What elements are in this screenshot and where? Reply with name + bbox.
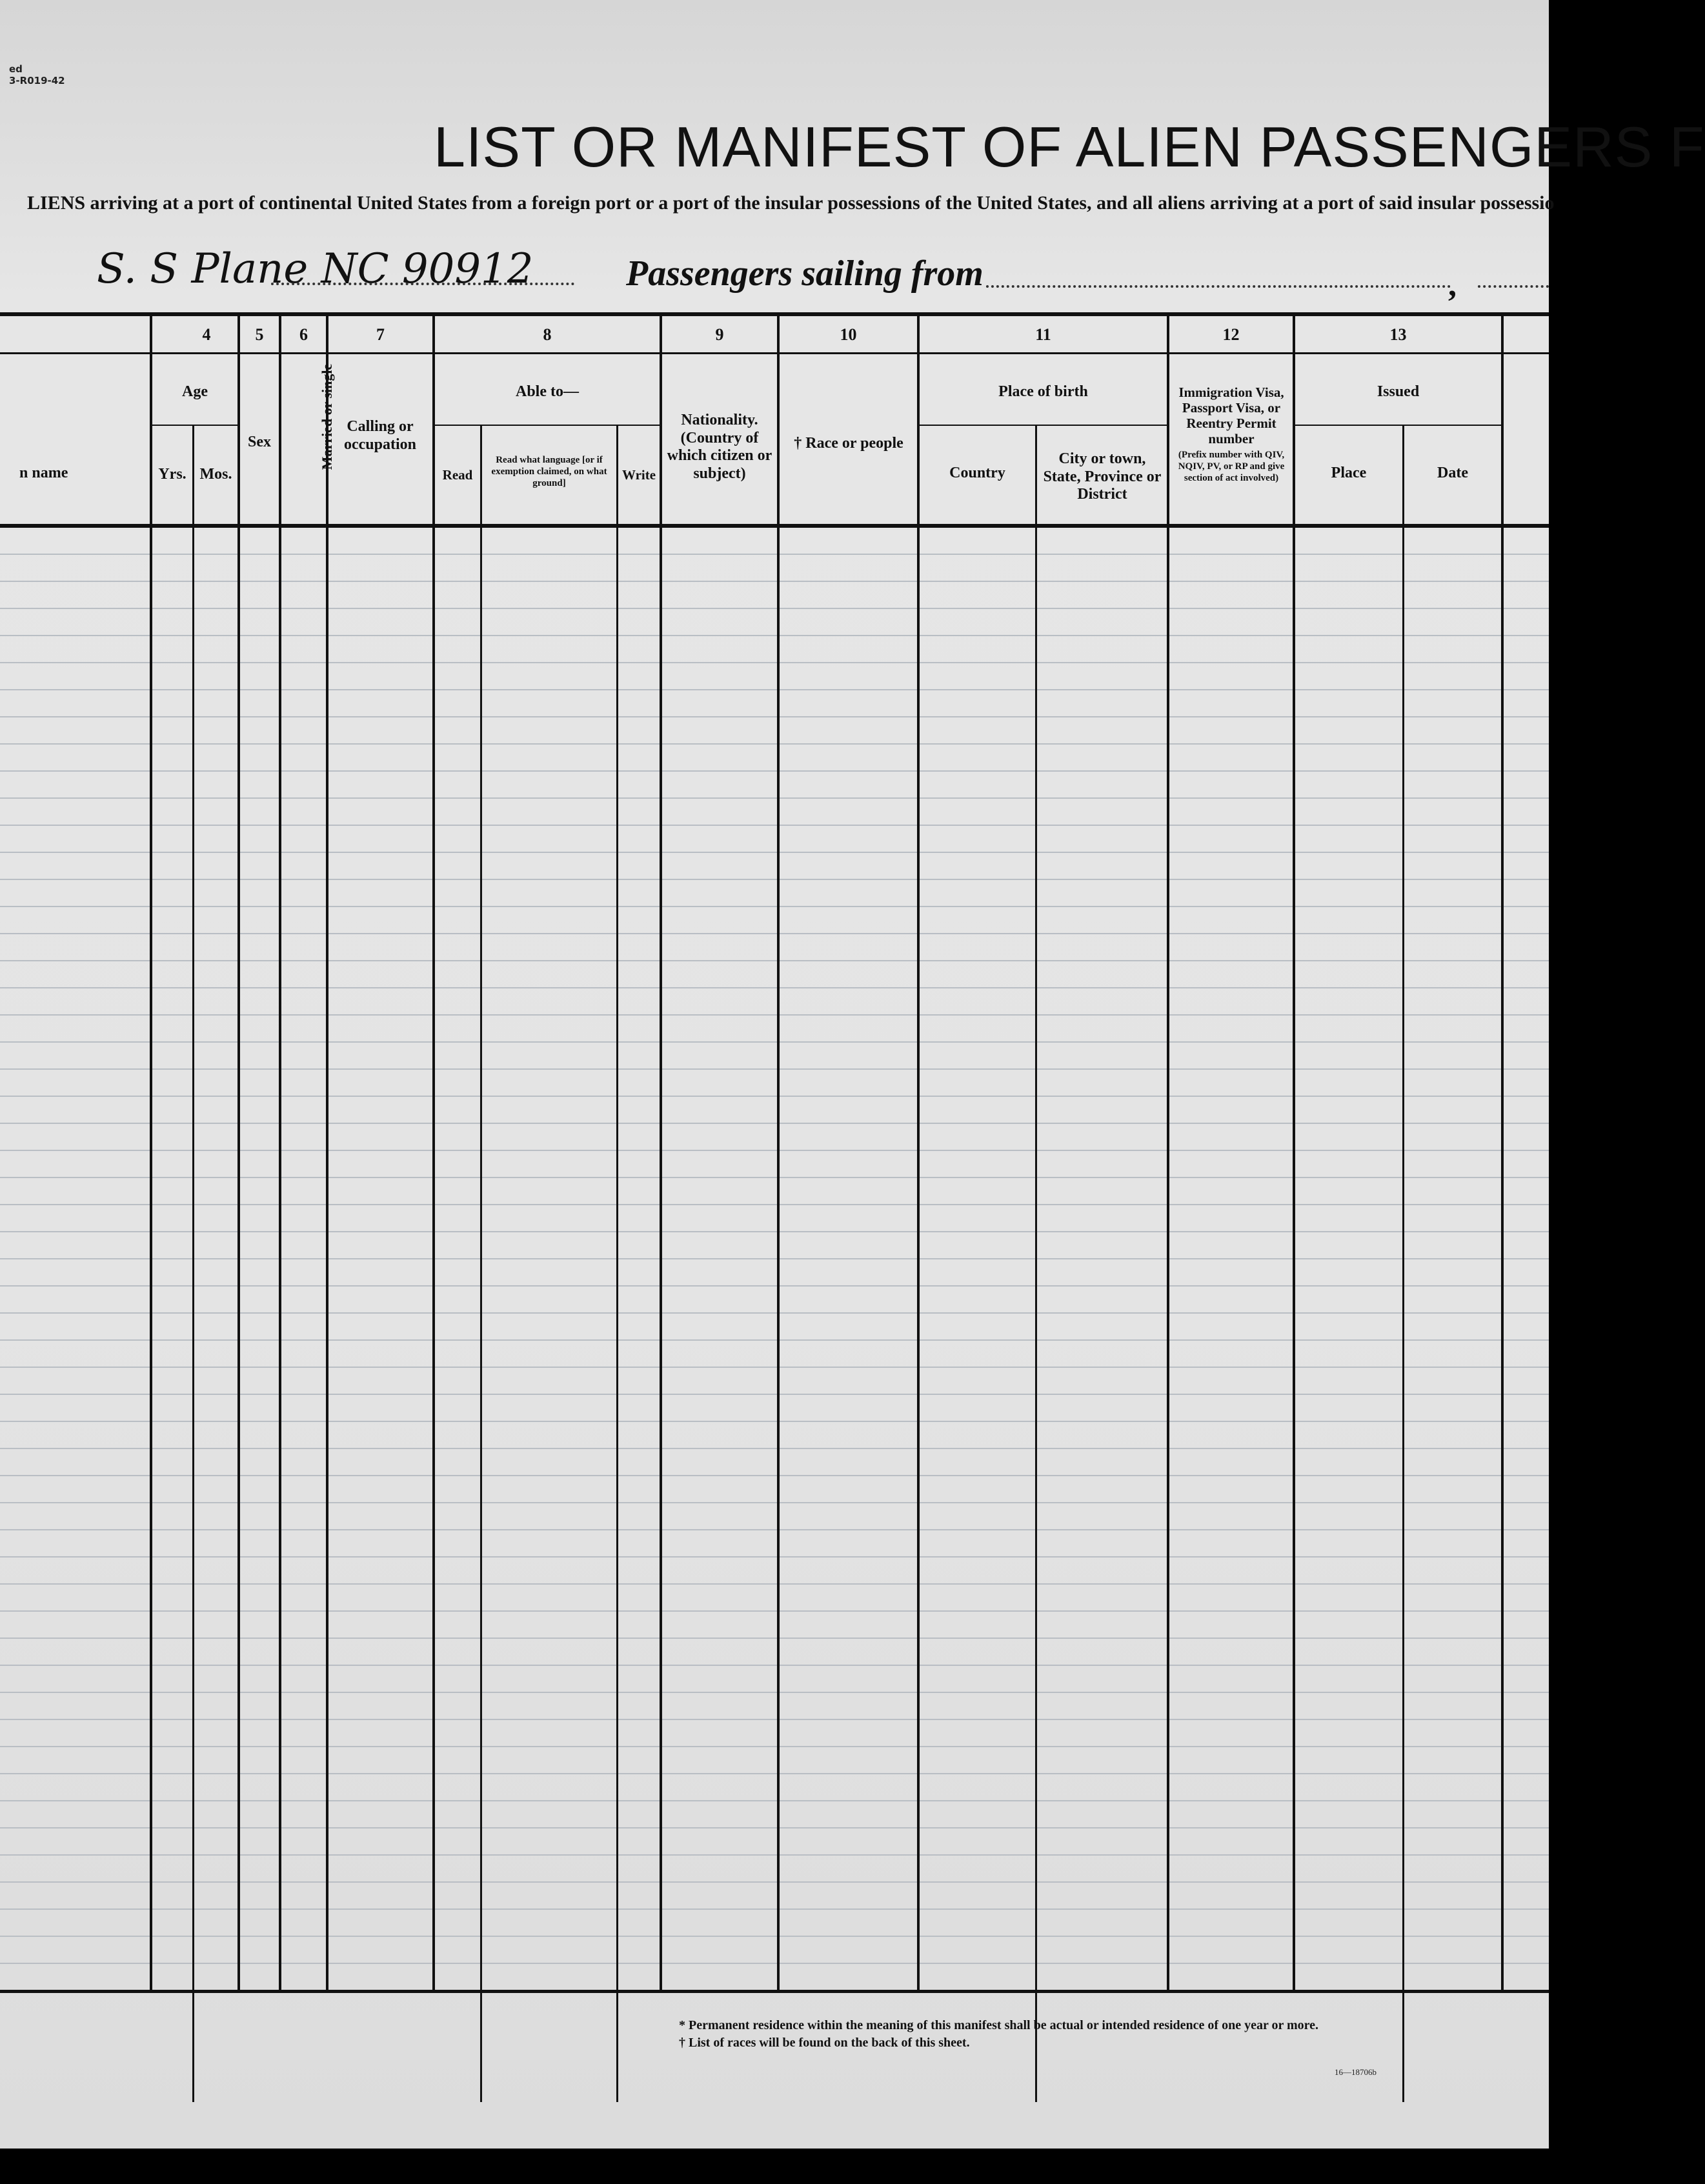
col-race-header: † Race or people [794,435,903,452]
passenger-rows[interactable] [0,528,1549,1990]
col-rule-birth [1167,314,1169,1992]
col-num-5: 5 [255,325,264,344]
col-num-11: 11 [1035,325,1051,344]
col-num-10: 10 [840,325,857,344]
column-number-rule [0,352,1549,354]
col-rule-sex [279,314,281,1992]
col-rule-race [917,314,920,1992]
col-issued-header: Issued [1377,383,1420,400]
table-top-rule [0,312,1549,316]
footnote-residence: * Permanent residence within the meaning of this manifest shall be actual or intended residence of one year or more. [679,2018,1319,2032]
col-rule-read [480,425,482,2102]
sailing-from-label: Passengers sailing from [626,254,984,294]
table-bottom-rule [0,1990,1549,1993]
col-calling-header: Calling or occupation [343,418,416,453]
col-rule-issued [1501,314,1504,1992]
col-num-12: 12 [1222,325,1240,344]
col-married-header: Married or single [319,363,335,470]
col-rule-place [1402,425,1404,2102]
col-rule-yrs [192,425,194,2102]
col-read-header: Read [442,467,473,483]
issued-divider [1294,425,1503,426]
col-age-header: Age [182,383,208,400]
sailing-from-field[interactable] [986,285,1451,288]
form-code-line1: ed [9,63,23,75]
col-num-13: 13 [1389,325,1407,344]
form-code-line2: 3-R019-42 [9,75,65,86]
birth-divider [918,425,1168,426]
col-name-header: n name [19,465,68,481]
col-num-7: 7 [376,325,385,344]
col-country-header: Country [949,465,1005,481]
col-read-language-header: Read what language [or if exemption claimed, on what ground] [491,455,607,488]
col-write-header: Write [621,467,656,483]
sailing-date-field[interactable] [1478,285,1549,288]
header-bottom-rule [0,524,1549,528]
col-birth-header: Place of birth [998,383,1088,400]
form-code [9,63,65,86]
col-num-9: 9 [715,325,724,344]
sailing-comma: , [1448,266,1457,303]
manifest-subtitle: LIENS arriving at a port of continental United States from a foreign port or a port of the insular possessions of the United States, and all aliens arriving at a port of said insular possessio [27,192,1555,214]
col-mos-header: Mos. [199,466,232,483]
footnote-races: † List of races will be found on the back of this sheet. [679,2036,970,2050]
col-num-4: 4 [202,325,211,344]
col-rule-visa [1293,314,1295,1992]
col-rule-age [237,314,240,1992]
ship-name: S. S Plane NC 90912 [97,245,534,293]
col-rule-married [326,314,328,1992]
form-number: 16—18706b [1335,2067,1377,2077]
col-nationality-header: Nationality. (Country of which citizen or subject) [667,412,772,482]
col-rule-name [150,314,152,1992]
col-rule-language [616,425,618,2102]
col-city-header: City or town, State, Province or District [1043,450,1162,503]
col-date-header: Date [1437,465,1468,481]
col-able-to-header: Able to— [516,383,579,400]
col-place-header: Place [1331,465,1367,481]
col-num-6: 6 [299,325,308,344]
able-to-divider [432,425,661,426]
manifest-title: LIST OR MANIFEST OF ALIEN PASSENGERS F [434,115,1705,179]
age-divider [150,425,239,426]
col-yrs-header: Yrs. [158,466,187,483]
col-rule-country [1035,425,1037,2102]
col-rule-able [660,314,662,1992]
col-sex-header: Sex [248,434,271,450]
col-rule-calling [432,314,435,1992]
col-rule-nationality [777,314,780,1992]
col-num-8: 8 [543,325,552,344]
ship-name-dotted-line [271,283,574,285]
col-visa-note: (Prefix number with QIV, NQIV, PV, or RP and give section of act involved) [1178,450,1285,483]
col-visa-header: Immigration Visa, Passport Visa, or Reentry Permit number [1178,385,1284,447]
